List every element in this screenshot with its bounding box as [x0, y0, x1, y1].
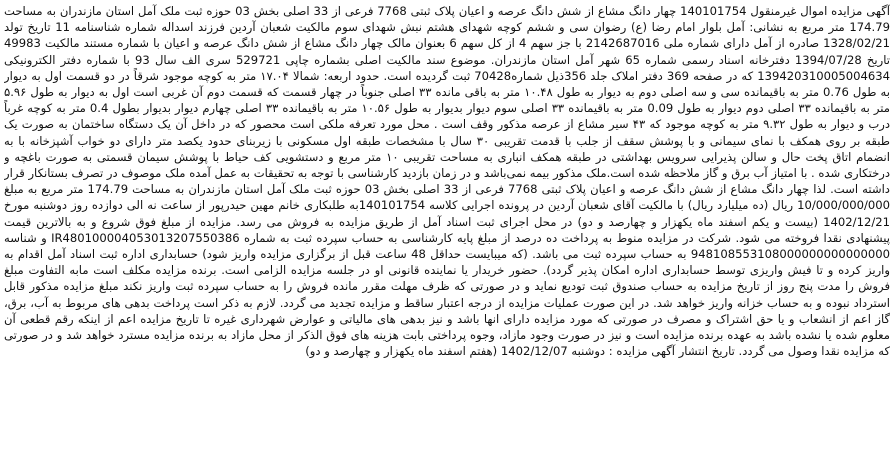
auction-notice — [4, 3, 890, 448]
auction-notice-text: آگهی مزایده اموال غیرمنقول 140101754 چهار دانگ مشاع از شش دانگ عرصه و اعیان پلاک ثبتی 7768 فرعی از 33 اصلی بخش 03 حوزه ثبت ملک آمل استان مازندران به مساحت 174.79 متر مربع به نشانی: آمل بلوار امام رضا (ع) رضوان سی و ششم کوچه شهدای هشتم نبش شهدای سوم مالکیت شعبان آردین فرزند اسداله شماره شناسنامه 11 تاریخ تولد 1328/02/21 صادره از آمل دارای شماره ملی 2142687016 با جز سهم 4 از کل سهم 6 بعنوان مالک چهار دانگ مشاع از شش دانگ عرصه و اعیان با شماره مستند مالکیت 49983 تاریخ 1394/07/28 دفترخانه اسناد رسمی شماره 65 شهر آمل استان مازندران. موضوع سند مالکیت اصلی بشماره چاپی 529721 سری الف سال 93 با شماره دفتر الکترونیکی 139420310005004634 که در صفحه 369 دفتر املاک جلد 356ذیل شماره70428 ثبت گردیده است. حدود اربعه: شمالا ۱۷.۰۴ متر به کوچه موجود شرقاً در دو قسمت اول به دیوار به طول 0.76 متر به باقیمانده سی و سه اصلی دوم به دیوار به طول ۱۰.۴۸ متر به باقی مانده ۳۳ اصلی جنوباً در چهار قسمت که قسمت دوم آن غربی است اول به دیوار به طول ۵.۹۶ متر به باقیمانده ۳۳ اصلی دوم دیوار به طول 0.09 متر به باقیمانده ۳۳ اصلی سوم دیوار بدیوار به طول ۱۰.۵۶ متر به باقیمانده ۳۳ اصلی چهارم دیوار بدیوار بطول 0.4 متر به کوچه غرباً درب و دیوار به طول ۹.۳۲ متر به کوچه موجود که ۴۳ سیر مشاع از عرصه مذکور وقف است . محل مورد تعرفه ملکی است محصور که در داخل آن یک دستگاه ساختمان به صورت یک طبقه بر روی همکف با نمای سیمانی و با پوشش سقف از جلب با قدمت تقریبی ۳۰ سال با مشخصات طبقه اول مسکونی با زیربنای حدود یکصد متر دارای دو خواب آشپزخانه با به انضمام اتاق پخت حال و سالن پذیرایی سرویس بهداشتی در طبقه همکف انباری به مساحت تقریبی ۱۰ متر مربع و دستشویی کف حیاط با پوشش سیمان قسمتی به صورت باغچه و درختکاری شده . با امتیاز آب برق و گاز ملاحظه شده است.ملک مذکور بیمه نمی‌باشد و در زمان بازدید کارشناسی با توجه به تحقیقات به عمل آمده ملک موصوف در تصرف بستانکار قرار داشته است. لذا چهار دانگ مشاع از شش دانگ عرصه و اعیان پلاک ثبتی 7768 فرعی از 33 اصلی بخش 03 حوزه ثبت ملک آمل استان مازندران به مساحت 174.79 متر مربع به مبلغ 10/000/000/000 ریال (ده میلیارد ریال) با مالکیت آقای شعبان آردین در پرونده اجرایی کلاسه 140101754به طلبکاری خانم مهین حیدرپور از ساعت نه الی دوازده روز دوشنبه مورخ 1402/12/21 (بیست و یکم اسفند ماه یکهزار و چهارصد و دو) در محل اجرای ثبت اسناد آمل از طریق مزایده به فروش می رسد. مزایده از مبلغ فوق شروع و به بالاترین قیمت پیشنهادی نقدا فروخته می شود. شرکت در مزایده منوط به پرداخت ده درصد از مبلغ پایه کارشناسی به حساب سپرده ثبت به شماره IR480100004053013207550386 و شناسه 948108553108000000000000000 به حساب سپرده ثبت می باشد. (که میبایست حداقل 48 ساعت قبل از برگزاری مزایده واریز شود) حسابداری اداره ثبت اسناد آمل اقدام به واریز کرده و تا فیش واریزی توسط حسابداری اداره امکان پذیر گردد). حضور خریدار یا نماینده قانونی او در جلسه مزایده الزامی است. برنده مزایده مکلف است مابه التفاوت مبلغ فروش را مدت پنج روز از تاریخ مزایده به حساب صندوق ثبت تودیع نماید و در صورتی که ظرف مهلت مقرر مانده فروش را به حساب سپرده ثبت واریز نکند مبلغ مزایده مذکور قابل استرداد نبوده و به حساب خزانه واریز خواهد شد. در این صورت عملیات مزایده از درجه اعتبار ساقط و مزایده تجدید می گردد. لازم به ذکر است پرداخت بدهی های مربوط به آب، برق، گاز اعم از انشعاب و یا حق اشتراک و مصرف در صورتی که مورد مزایده دارای انها باشد و نیز بدهی های مالیاتی و عوارض شهرداری غیره تا تاریخ مزایده اعم از اینکه رقم قطعی آن معلوم شده یا نشده باشد به عهده برنده مزایده است و نیز در صورت وجود مازاد، وجوه پرداختی بابت هزینه های فوق الذکر از محل مازاد به برنده مزایده مسترد خواهد شد و در صورتی که مزایده نقدا وصول می گردد. تاریخ انتشار آگهی مزایده : دوشنبه 1402/12/07 (هفتم اسفند ماه یکهزار و چهارصد و دو) — [4, 4, 890, 359]
